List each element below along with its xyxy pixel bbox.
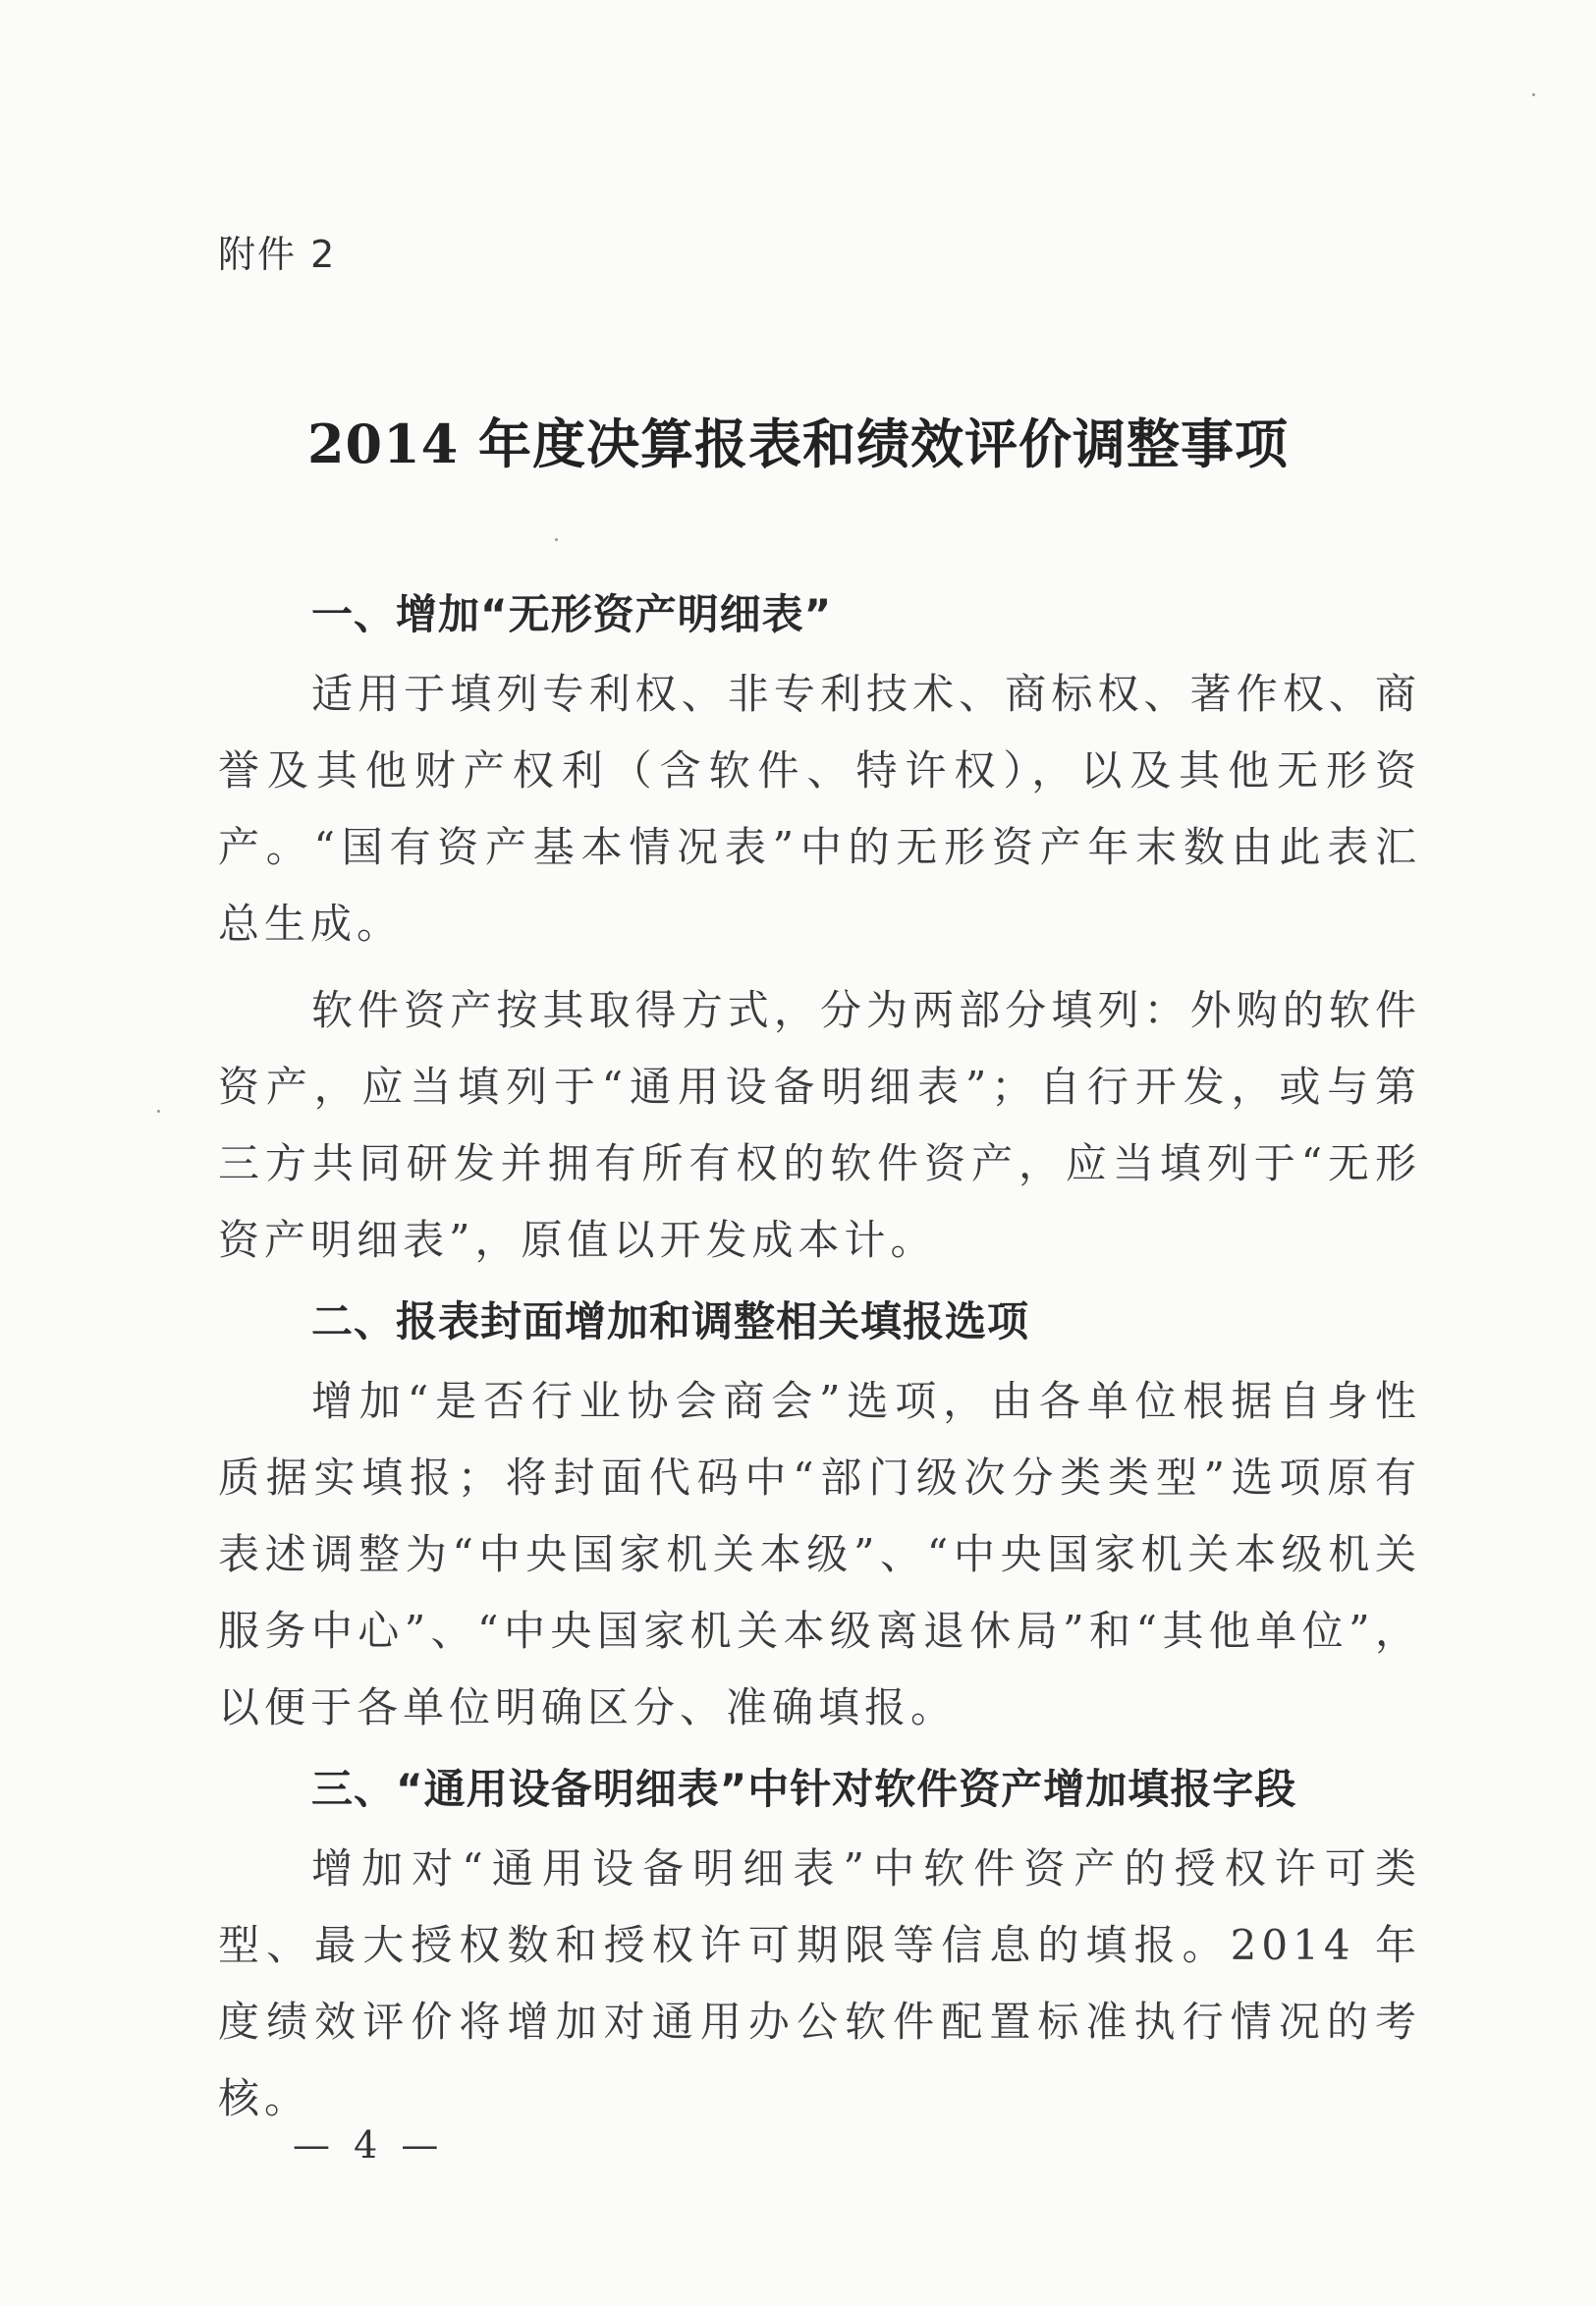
section-heading-2: 二、报表封面增加和调整相关填报选项 xyxy=(311,1297,1030,1345)
attachment-label: 附件 2 xyxy=(218,233,337,276)
scan-speck xyxy=(555,538,558,541)
section-1-paragraph-2: 软件资产按其取得方式，分为两部分填列：外购的软件资产，应当填列于“通用设备明细表”；自行开发，或与第三方共同研发并拥有所有权的软件资产，应当填列于“无形资产明细表”，原值以开发成本计。 xyxy=(218,986,1421,1264)
scan-speck xyxy=(157,1110,160,1113)
document-body xyxy=(218,581,1421,2147)
section-heading-3: 三、“通用设备明细表”中针对软件资产增加填报字段 xyxy=(311,1765,1297,1813)
page-number: — 4 — xyxy=(293,2123,445,2167)
section-2-paragraph-1: 增加“是否行业协会商会”选项，由各单位根据自身性质据实填报；将封面代码中“部门级次分类类型”选项原有表述调整为“中央国家机关本级”、“中央国家机关本级机关服务中心”、“中央国家机关本级离退休局”和“其他单位”，以便于各单位明确区分、准确填报。 xyxy=(218,1377,1421,1731)
section-heading-1: 一、增加“无形资产明细表” xyxy=(311,590,833,638)
section-1-paragraph-1: 适用于填列专利权、非专利技术、商标权、著作权、商誉及其他财产权利（含软件、特许权），以及其他无形资产。“国有资产基本情况表”中的无形资产年末数由此表汇总生成。 xyxy=(218,670,1421,948)
document-title: 2014 年度决算报表和绩效评价调整事项 xyxy=(306,412,1290,475)
scan-speck xyxy=(1532,93,1535,96)
section-3-paragraph-1: 增加对“通用设备明细表”中软件资产的授权许可类型、最大授权数和授权许可期限等信息的填报。2014 年度绩效评价将增加对通用办公软件配置标准执行情况的考核。 xyxy=(218,1844,1421,2122)
